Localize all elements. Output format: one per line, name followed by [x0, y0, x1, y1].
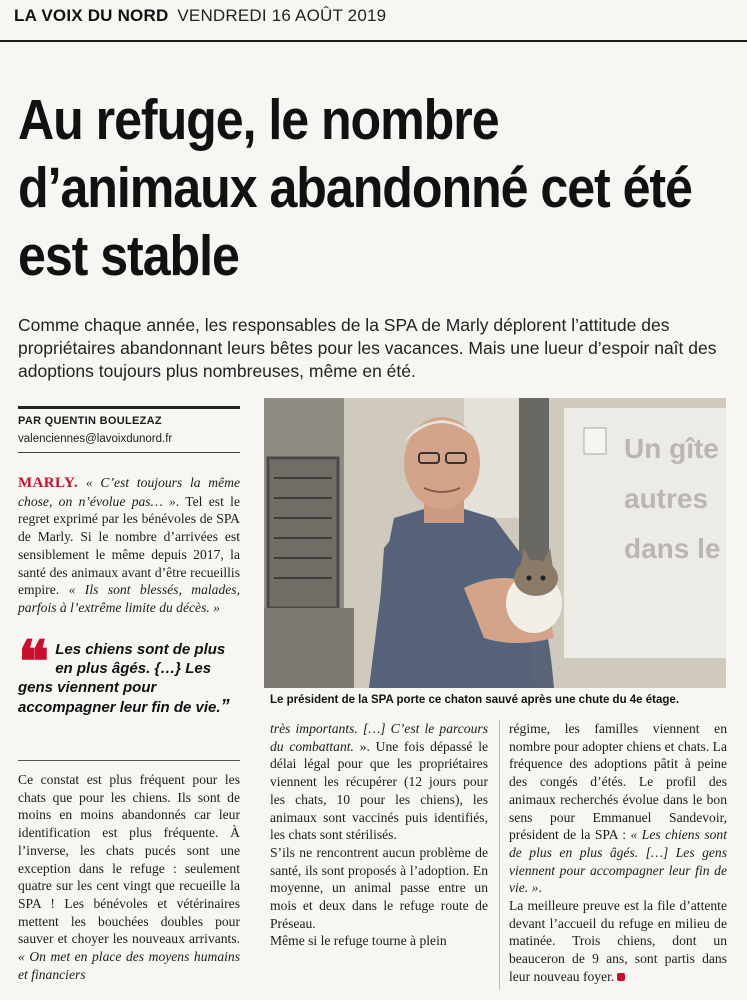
newspaper-name: LA VOIX DU NORD [14, 6, 169, 25]
standfirst: Comme chaque année, les responsables de la SPA de Marly déplorent l’attitude des propriétaires abandonnant leurs bêtes pour les vacances. Mais une lueur d’espoir naît des adoptions toujours plus nombreuses, même en été. [18, 315, 717, 381]
article-photo [264, 398, 726, 688]
photo-caption: Le président de la SPA porte ce chaton sauvé après une chute du 4e étage. [270, 694, 680, 706]
quote-text: « C’est toujours la même chose, on n’évolue pas… » [18, 475, 240, 509]
byline-divider [18, 452, 240, 453]
body-paragraph: Même si le refuge tourne à plein [270, 933, 447, 949]
quote-text: « Ils sont blessés, malades, parfois à l’extrême limite du décès. » [18, 582, 240, 615]
body-text: La meilleure preuve est la file d’attente devant l’accueil du refuge en milieu de matinée. Trois chiens, dont un beauceron de 9 ans, sont partis dans leur nouveau foyer. [509, 898, 727, 984]
quote-text: « On met en place des moyens humains et financiers [18, 949, 240, 982]
body-text: régime, les familles viennent en nombre pour adopter chiens et chats. La fréquence des adoptions pâtit à peine des congés d’étés. Le profil des animaux recherchés évolue dans le bon sens pour Emmanuel Sandevoir, président de la SPA : [509, 721, 727, 843]
headline: Au refuge, le nombre d’animaux abandonné cet été est stable [18, 88, 692, 288]
end-of-article-icon [617, 973, 625, 981]
svg-text:autres: autres [624, 483, 709, 514]
author-name: PAR QUENTIN BOULEZAZ [18, 415, 162, 427]
photo-illustration [264, 398, 726, 688]
dateline: MARLY. [18, 475, 79, 491]
column-divider [499, 720, 500, 990]
issue-date: VENDREDI 16 AOÛT 2019 [177, 6, 387, 25]
body-text: ». Une fois dépassé le délai légal pour que les propriétaires viennent les récupérer (12 jours pour les chats, 10 pour les chiens), les animaux sont vaccinés puis identifiés, les chats sont stérilisés. [270, 738, 489, 843]
column-3 [509, 720, 727, 986]
svg-text:dans le: dans le [624, 533, 721, 564]
quote-mark-icon: ❝ [18, 630, 50, 695]
svg-text:Un gîte: Un gîte [624, 433, 719, 464]
column-1-bottom [18, 771, 240, 983]
byline [18, 406, 240, 453]
quote-close-mark: ” [220, 696, 230, 716]
quote-text: très importants. […] C’est le parcours du combattant. [270, 721, 488, 754]
column-2 [270, 720, 488, 950]
body-text: . Tel est le regret exprimé par les bénévoles de SPA de Marly. Si le nombre d’arrivées est sensiblement le même depuis 2017, la santé des animaux avant d’être recueillis empire. [18, 493, 240, 598]
pull-quote [18, 630, 240, 717]
pull-quote-text: Les chiens sont de plus en plus âgés. {…} Les gens viennent pour accompagner leur fin de vie. [18, 641, 226, 716]
column-1-top [18, 474, 240, 617]
body-paragraph: S’ils ne rencontrent aucun problème de santé, ils sont proposés à l’adoption. En moyenne, un animal passe entre un mois et deux dans le refuge route de Préseau. [270, 844, 488, 931]
body-text: Ce constat est plus fréquent pour les chats que pour les chiens. Ils sont de moins en moins abandonnés car leur identification est plus fréquente. À l’inverse, les chats pucés sont une exception dans le refuge : seulement quatre sur les cent vingt que recueille la SPA ! Les bénévoles et vétérinaires mettent les bouchées doubles pour sauver et choyer les nouveaux arrivants. [18, 772, 240, 947]
masthead [0, 0, 747, 42]
author-email: valenciennes@lavoixdunord.fr [18, 433, 173, 445]
quote-text: « Les chiens sont de plus en plus âgés. […] Les gens viennent pour accompagner leur fin de vie. » [509, 827, 728, 896]
pull-quote-divider [18, 760, 240, 761]
body-text: . [538, 880, 542, 896]
